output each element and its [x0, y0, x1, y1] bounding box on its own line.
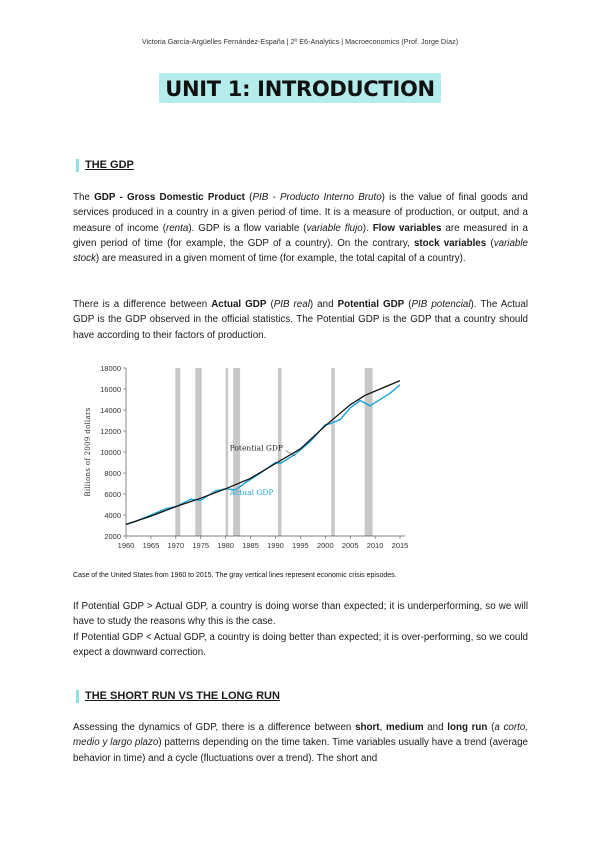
text-run: variable flujo — [306, 222, 363, 234]
text-run: ). — [362, 222, 373, 234]
text-run: medium — [385, 722, 424, 733]
x-tick-label: 1990 — [267, 541, 284, 550]
recession-band — [175, 368, 180, 536]
text-run: ) and — [309, 299, 338, 310]
recession-band — [331, 368, 334, 536]
text-run: stock variables — [413, 237, 487, 249]
recession-band — [195, 368, 201, 536]
page-title: UNIT 1: INTRODUCTION — [159, 73, 441, 103]
underperform-paragraph: If Potential GDP > Actual GDP, a country is doing worse than expected; it is underperforming, so we will have to study the reasons why this is the case. — [73, 601, 528, 628]
y-tick-label: 8000 — [104, 469, 121, 478]
actual-potential-paragraph — [73, 297, 528, 343]
recession-band — [226, 368, 228, 536]
text-run: ( — [404, 299, 412, 310]
x-tick-label: 1960 — [117, 541, 135, 550]
short-long-run-paragraph — [73, 720, 528, 766]
text-run: renta — [165, 222, 189, 234]
x-tick-label: 2005 — [341, 541, 359, 550]
series-lines — [126, 381, 400, 525]
text-run: and — [423, 722, 448, 733]
text-run: short — [355, 722, 380, 733]
gdp-chart — [73, 360, 413, 572]
text-run: ( — [266, 299, 274, 310]
section-heading-gdp: THE GDP — [76, 159, 134, 172]
text-run: ( — [244, 192, 253, 203]
text-run: PIB - Producto Interno Bruto — [252, 192, 382, 203]
y-tick-label: 12000 — [100, 427, 121, 436]
text-run: variable stock — [73, 237, 528, 265]
text-run: long run — [447, 722, 488, 733]
text-run: There is a difference between — [73, 299, 212, 310]
text-run: Assessing the dynamics of GDP, there is a difference between — [73, 722, 356, 733]
text-run: PIB real — [273, 299, 310, 310]
text-run: Flow variables — [372, 222, 442, 234]
actual-gdp-line — [126, 385, 400, 525]
x-tick-label: 2015 — [391, 541, 409, 550]
y-tick-label: 6000 — [104, 490, 121, 499]
y-tick-label: 16000 — [100, 385, 121, 394]
x-tick-label: 2000 — [316, 541, 334, 550]
x-tick-label: 1965 — [142, 541, 160, 550]
y-tick-label: 4000 — [104, 511, 121, 520]
actual-gdp-label: Actual GDP — [229, 488, 274, 498]
text-run: ( — [487, 722, 495, 733]
x-tick-label: 1985 — [242, 541, 259, 550]
text-run: a corto, medio y largo plazo — [73, 722, 528, 749]
y-tick-label: 2000 — [104, 532, 121, 541]
gdp-definition-paragraph — [73, 190, 528, 266]
title-wrap — [0, 73, 600, 103]
y-tick-label: 14000 — [100, 406, 121, 415]
y-tick-label: 18000 — [100, 364, 121, 373]
text-run: Actual GDP — [211, 299, 267, 310]
overperform-paragraph: If Potential GDP < Actual GDP, a country is doing better than expected; it is over-performing, so we could expect a downward correction. — [73, 632, 528, 659]
text-run: ). GDP is a flow variable ( — [188, 222, 307, 234]
section-heading-short-long-run: THE SHORT RUN VS THE LONG RUN — [76, 690, 280, 703]
text-run: ) patterns depending on the time taken. Time variables usually have a trend (average behavior in time) and a cycle (fluctuations over a trend). The short and — [73, 737, 528, 764]
text-run: Potential GDP — [337, 299, 405, 310]
text-run: GDP - Gross Domestic Product — [94, 192, 245, 203]
text-run: ). The Actual GDP is the GDP observed in the official statistics. The Potential GDP is the GDP that a country should have according to their factors of production. — [73, 299, 528, 341]
text-run: ) are measured in a given moment of time (for example, the total capital of a country). — [95, 253, 466, 265]
x-tick-label: 1970 — [167, 541, 185, 550]
text-run: PIB potencial — [411, 299, 471, 310]
potential-gdp-label: Potential GDP — [229, 443, 283, 453]
text-run: ( — [486, 237, 494, 249]
text-run: are measured in a given period of time (for example, the GDP of a country). On the contrary, — [73, 222, 529, 249]
x-tick-label: 1980 — [217, 541, 234, 550]
chart-caption: Case of the United States from 1960 to 2015. The gray vertical lines represent economic crisis episodes. — [73, 572, 397, 579]
x-tick-label: 1995 — [292, 541, 309, 550]
y-tick-label: 10000 — [100, 448, 121, 457]
page-header: Victoria García-Argüelles Fernández-España | 2º E6-Analytics | Macroeconomics (Prof. Jorge Díaz) — [141, 37, 459, 46]
y-axis-label: Billions of 2009 dollars — [84, 407, 92, 497]
x-tick-label: 2010 — [366, 541, 384, 550]
x-tick-label: 1975 — [192, 541, 210, 550]
text-run: The — [73, 192, 95, 203]
text-run: ) is the value of final goods and services produced in a country in a given period of time. It is a measure of production, or output, and a measure of income ( — [73, 192, 528, 234]
text-run: , — [379, 722, 386, 733]
